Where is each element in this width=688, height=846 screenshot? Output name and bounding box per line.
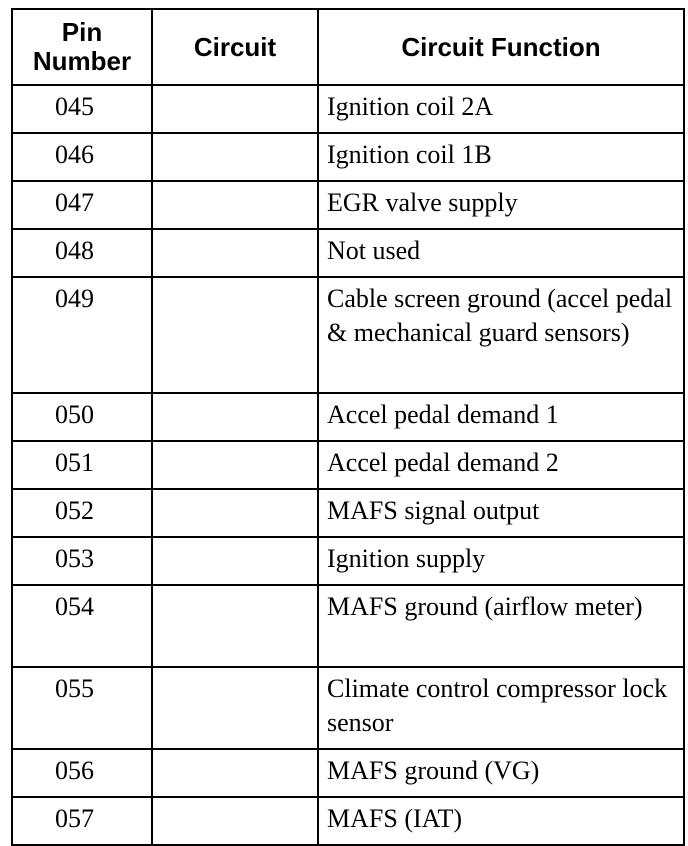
circuit-function-cell: Ignition coil 2A: [318, 85, 684, 133]
table-row: [12, 181, 684, 229]
table-row: [12, 133, 684, 181]
header-pin-line2: Number: [32, 46, 132, 76]
circuit-cell: [152, 749, 318, 797]
table-row: [12, 393, 684, 441]
circuit-cell: [152, 585, 318, 667]
header-circuit: Circuit: [152, 9, 318, 85]
pin-number-cell: 050: [12, 393, 152, 441]
table-row: [12, 489, 684, 537]
table-row: [12, 749, 684, 797]
circuit-cell: [152, 85, 318, 133]
circuit-cell: [152, 277, 318, 393]
pin-number-cell: 045: [12, 85, 152, 133]
pin-number-cell: 054: [12, 585, 152, 667]
table-row: [12, 229, 684, 277]
circuit-function-cell: Ignition supply: [318, 537, 684, 585]
pin-number-cell: 056: [12, 749, 152, 797]
header-pin-line1: Pin: [61, 17, 103, 47]
circuit-function-cell: Cable screen ground (accel pedal & mechanical guard sensors): [318, 277, 684, 393]
table-row: [12, 277, 684, 393]
header-row: [12, 9, 684, 85]
pin-number-cell: 055: [12, 667, 152, 749]
table-row: [12, 85, 684, 133]
circuit-function-cell: Climate control compressor lock sensor: [318, 667, 684, 749]
circuit-function-cell: Ignition coil 1B: [318, 133, 684, 181]
circuit-function-cell: MAFS (IAT): [318, 797, 684, 845]
pin-number-cell: 052: [12, 489, 152, 537]
pin-number-cell: 047: [12, 181, 152, 229]
circuit-cell: [152, 441, 318, 489]
circuit-function-cell: MAFS signal output: [318, 489, 684, 537]
pin-number-cell: 057: [12, 797, 152, 845]
header-circuit-function: Circuit Function: [318, 9, 684, 85]
circuit-function-cell: MAFS ground (VG): [318, 749, 684, 797]
pin-number-cell: 048: [12, 229, 152, 277]
header-pin-number: [12, 9, 152, 85]
table-row: [12, 441, 684, 489]
pin-number-cell: 051: [12, 441, 152, 489]
table-row: [12, 537, 684, 585]
pin-number-cell: 046: [12, 133, 152, 181]
circuit-function-cell: MAFS ground (airflow meter): [318, 585, 684, 667]
circuit-cell: [152, 133, 318, 181]
circuit-cell: [152, 667, 318, 749]
circuit-function-cell: Not used: [318, 229, 684, 277]
pin-function-table: [11, 8, 685, 846]
pin-number-cell: 049: [12, 277, 152, 393]
circuit-cell: [152, 537, 318, 585]
circuit-cell: [152, 229, 318, 277]
circuit-cell: [152, 181, 318, 229]
circuit-cell: [152, 393, 318, 441]
circuit-function-cell: Accel pedal demand 2: [318, 441, 684, 489]
table-row: [12, 667, 684, 749]
circuit-function-cell: Accel pedal demand 1: [318, 393, 684, 441]
pin-number-cell: 053: [12, 537, 152, 585]
circuit-cell: [152, 489, 318, 537]
table-row: [12, 585, 684, 667]
circuit-function-cell: EGR valve supply: [318, 181, 684, 229]
